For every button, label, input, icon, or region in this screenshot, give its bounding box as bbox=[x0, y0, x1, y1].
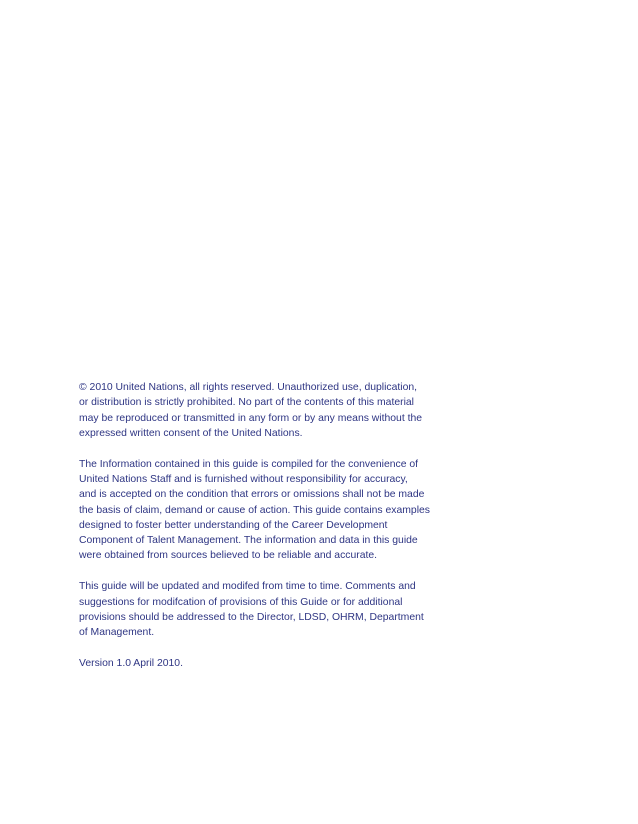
text-line: and is accepted on the condition that errors or omissions shall not be made bbox=[79, 489, 425, 501]
copyright-paragraph bbox=[79, 380, 451, 441]
text-line: provisions should be addressed to the Director, LDSD, OHRM, Department bbox=[79, 611, 424, 623]
text-line: The Information contained in this guide is compiled for the convenience of bbox=[79, 458, 419, 470]
version-paragraph bbox=[79, 656, 451, 671]
text-line: or distribution is strictly prohibited. No part of the contents of this material bbox=[79, 397, 414, 409]
copyright-notice bbox=[79, 380, 451, 671]
disclaimer-paragraph bbox=[79, 457, 451, 564]
text-line: of Management. bbox=[79, 627, 155, 639]
text-line: may be reproduced or transmitted in any form or by any means without the bbox=[79, 412, 423, 424]
text-line: United Nations Staff and is furnished without responsibility for accuracy, bbox=[79, 473, 408, 485]
updates-paragraph bbox=[79, 579, 451, 640]
text-line: expressed written consent of the United Nations. bbox=[79, 427, 303, 439]
text-line: were obtained from sources believed to be reliable and accurate. bbox=[79, 550, 378, 562]
version-line: Version 1.0 April 2010. bbox=[79, 657, 183, 669]
text-line: Component of Talent Management. The information and data in this guide bbox=[79, 535, 418, 547]
text-line: This guide will be updated and modifed from time to time. Comments and bbox=[79, 581, 416, 593]
text-line: suggestions for modifcation of provisions of this Guide or for additional bbox=[79, 596, 403, 608]
text-line: the basis of claim, demand or cause of action. This guide contains examples bbox=[79, 504, 430, 516]
text-line: designed to foster better understanding of the Career Development bbox=[79, 519, 388, 531]
text-line: © 2010 United Nations, all rights reserved. Unauthorized use, duplication, bbox=[79, 382, 418, 393]
